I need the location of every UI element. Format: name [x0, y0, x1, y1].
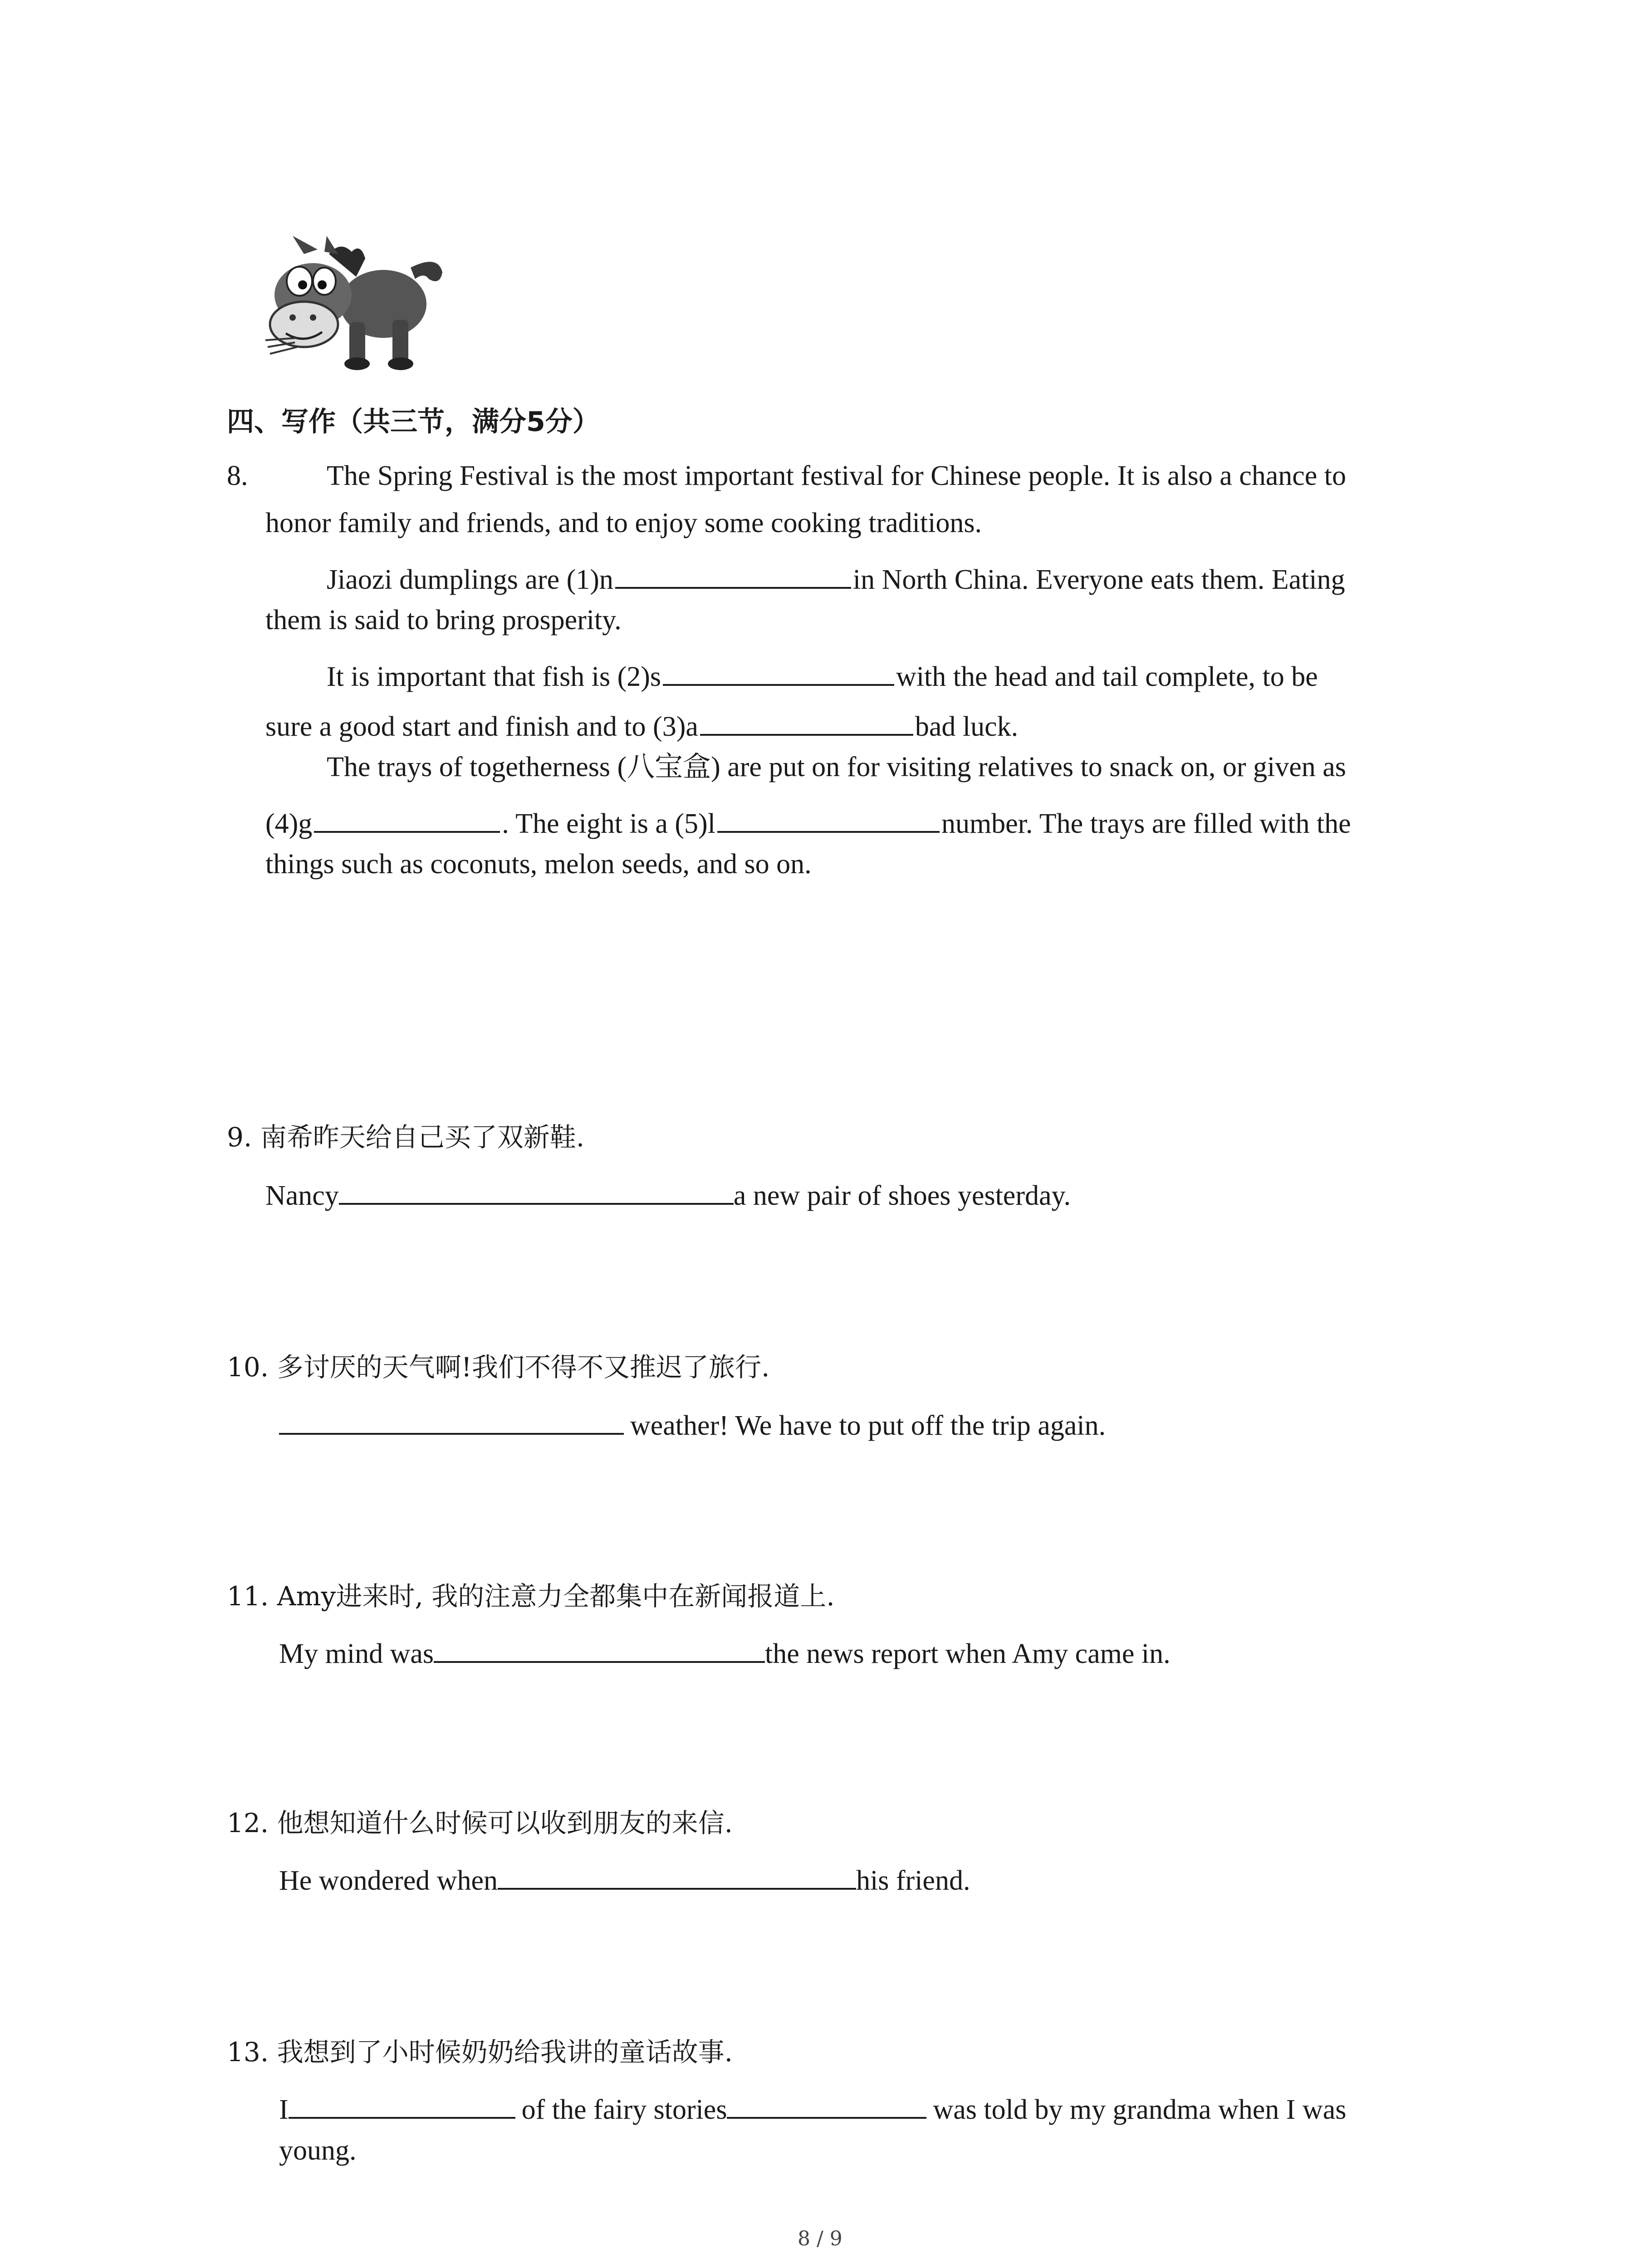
answer-blank[interactable]: [727, 2089, 926, 2119]
answer-blank[interactable]: [314, 803, 500, 833]
answer-line: Nancy a new pair of shoes yesterday.: [265, 1175, 1071, 1210]
question-number: 8.: [227, 460, 248, 491]
answer-blank[interactable]: [700, 706, 913, 736]
passage-line: (4)g . The eight is a (5)l number. The trays are filled with the: [265, 803, 1351, 838]
question-prompt: 11. Amy进来时, 我的注意力全都集中在新闻报道上.: [227, 1581, 835, 1612]
answer-blank[interactable]: [615, 559, 851, 589]
question-prompt: 10. 多讨厌的天气啊!我们不得不又推迟了旅行.: [227, 1352, 770, 1383]
answer-blank[interactable]: [279, 1405, 624, 1435]
passage-line: Jiaozi dumplings are (1)n in North China. Everyone eats them. Eating: [327, 559, 1345, 594]
passage-line: It is important that fish is (2)s with the head and tail complete, to be: [327, 656, 1318, 691]
answer-line: I of the fairy stories was told by my grandma when I was: [279, 2089, 1346, 2124]
passage-line: things such as coconuts, melon seeds, and so on.: [265, 849, 812, 880]
answer-line: He wondered when his friend.: [279, 1860, 970, 1895]
passage-line: them is said to bring prosperity.: [265, 605, 622, 635]
answer-blank[interactable]: [498, 1860, 856, 1890]
question-prompt: 13. 我想到了小时候奶奶给我讲的童话故事.: [227, 2037, 733, 2068]
answer-blank[interactable]: [339, 1175, 734, 1205]
section-title: 四、写作（共三节，满分5分）: [227, 406, 600, 438]
answer-line: My mind was the news report when Amy came in.: [279, 1633, 1171, 1668]
answer-blank[interactable]: [289, 2089, 515, 2119]
page-number: 8 / 9: [798, 2227, 843, 2250]
passage-line: The trays of togetherness (八宝盒) are put on for visiting relatives to snack on, or given as: [327, 752, 1346, 782]
answer-line: weather! We have to put off the trip again.: [279, 1405, 1106, 1440]
passage-line: The Spring Festival is the most important festival for Chinese people. It is also a chance to: [327, 460, 1347, 491]
question-prompt: 12. 他想知道什么时候可以收到朋友的来信.: [227, 1808, 733, 1838]
answer-blank[interactable]: [663, 656, 894, 686]
question-prompt: 9. 南希昨天给自己买了双新鞋.: [227, 1122, 585, 1153]
answer-blank[interactable]: [434, 1633, 765, 1663]
donkey-illustration-icon: [261, 236, 451, 372]
passage-line: sure a good start and finish and to (3)a bad luck.: [265, 706, 1018, 741]
answer-line: young.: [279, 2135, 357, 2166]
passage-line: honor family and friends, and to enjoy some cooking traditions.: [265, 508, 982, 538]
answer-blank[interactable]: [717, 803, 940, 833]
